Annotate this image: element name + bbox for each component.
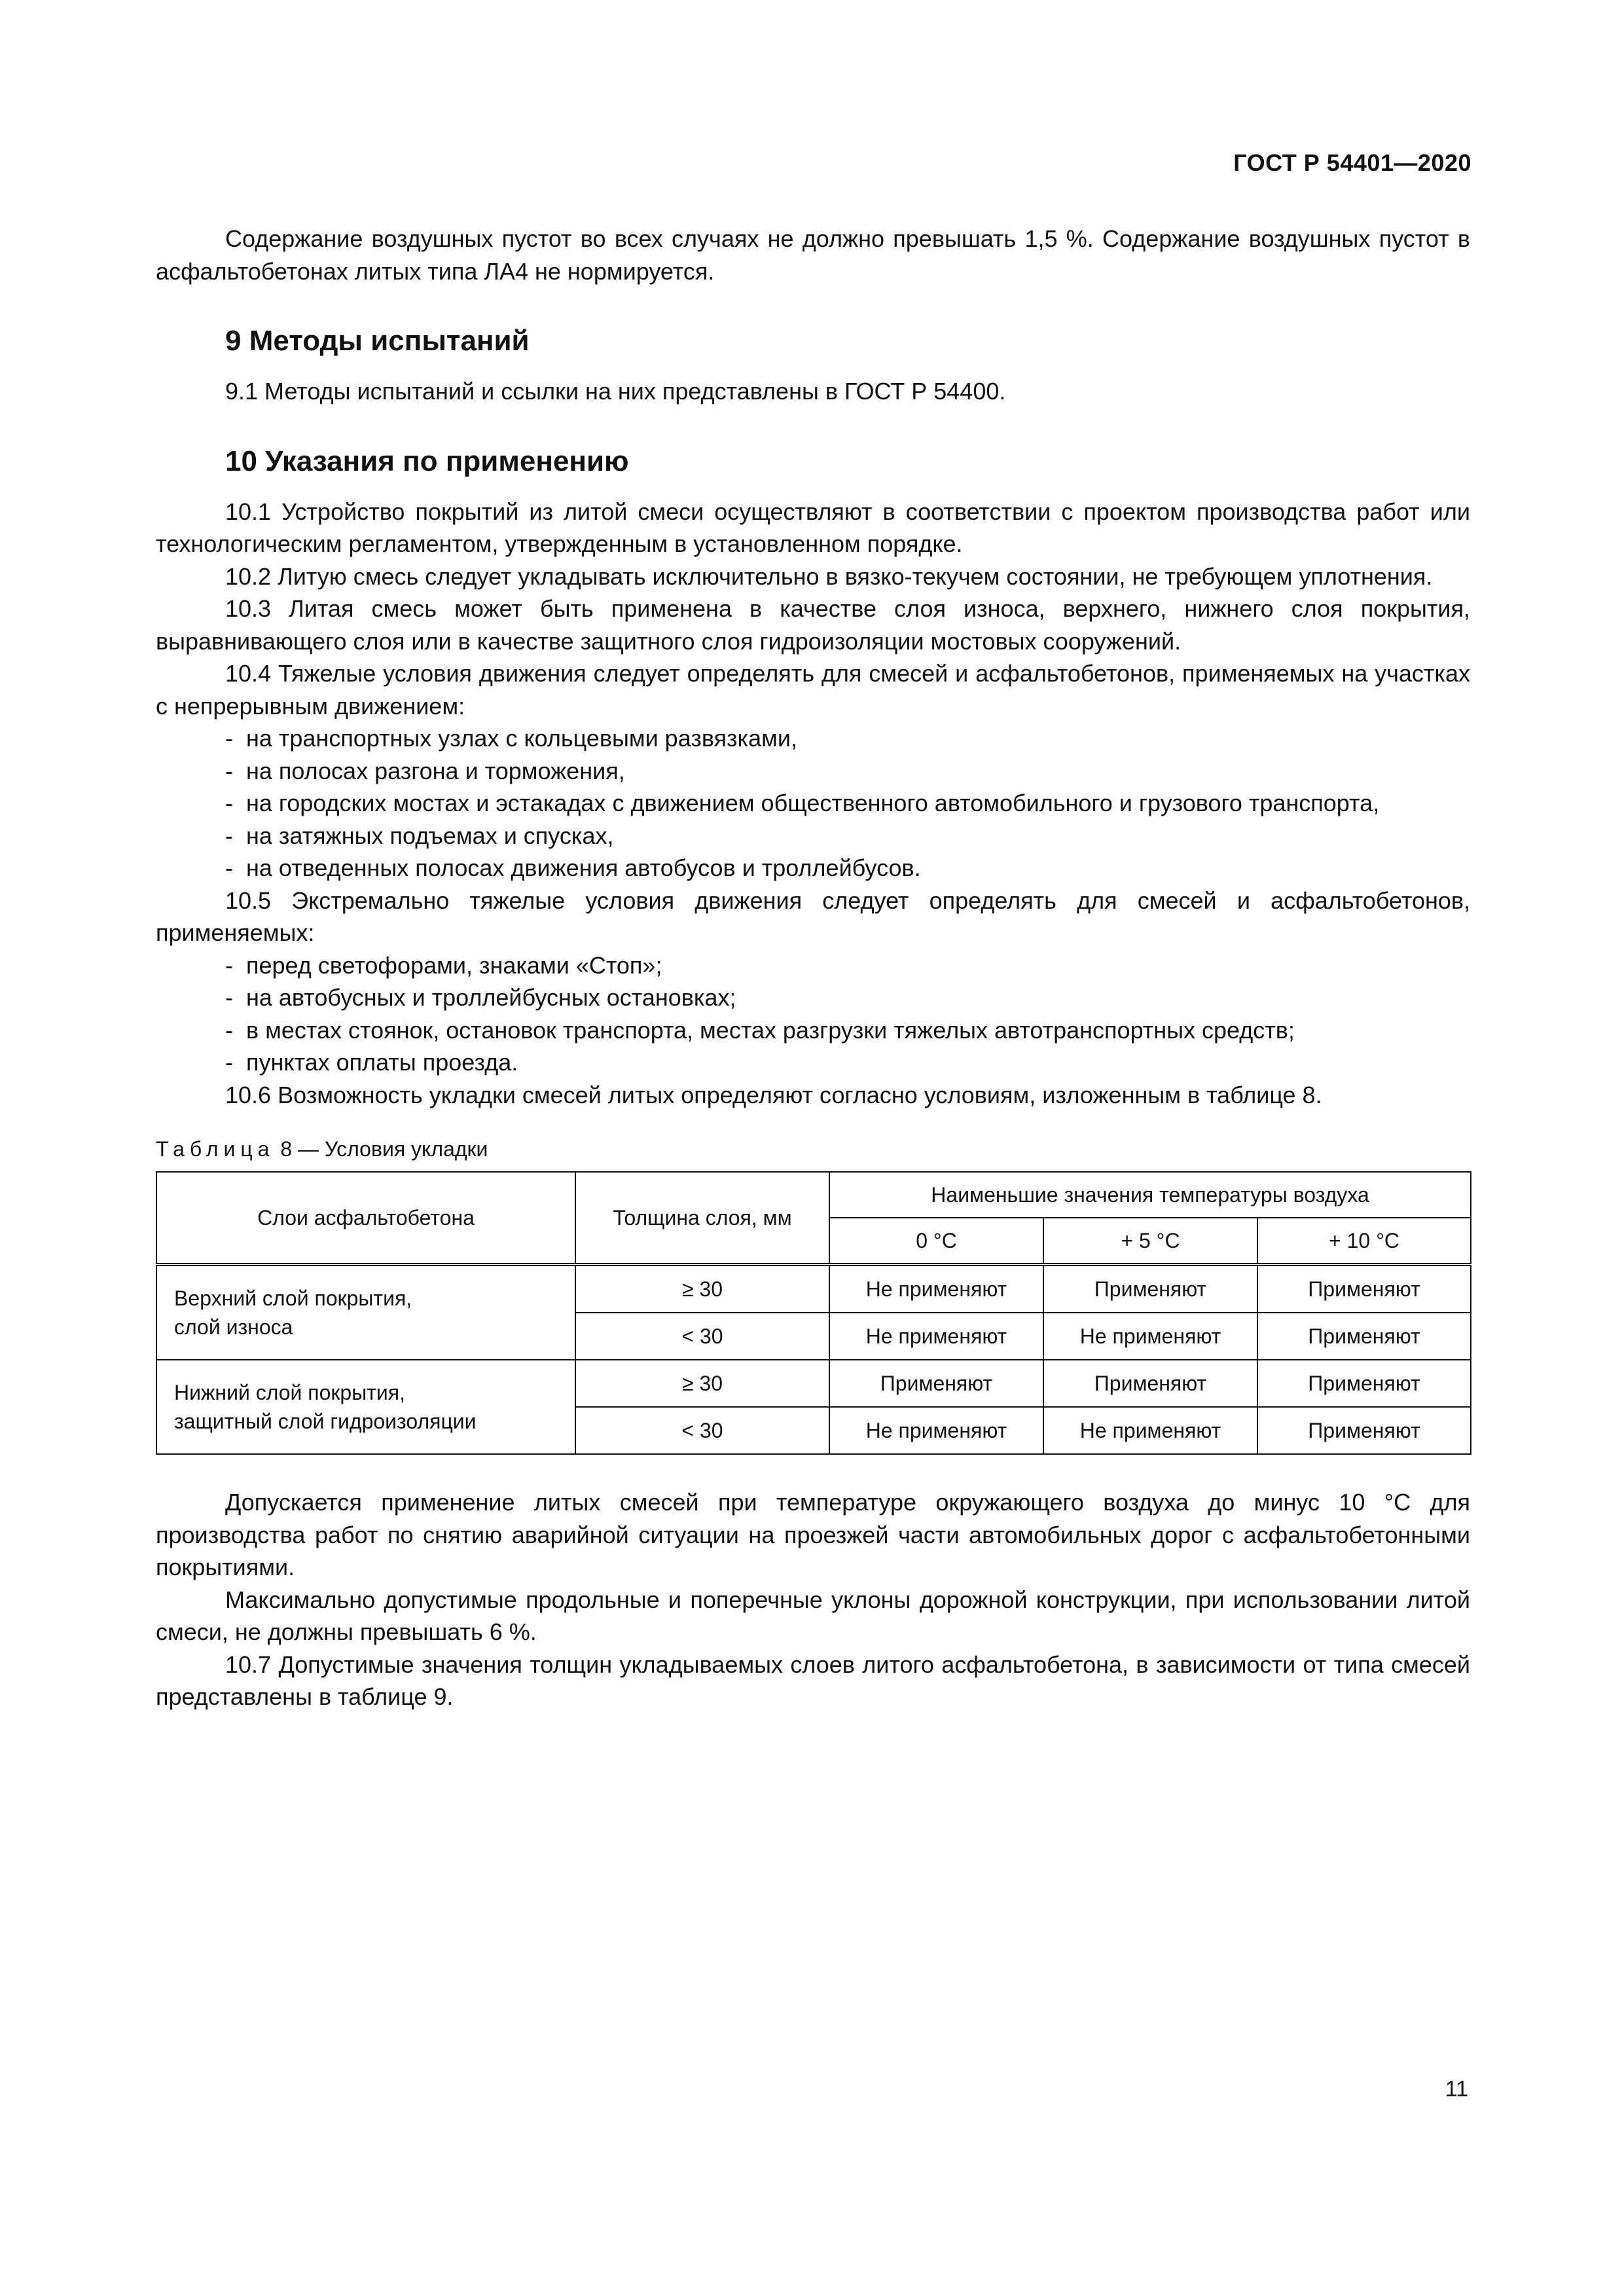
column-header-thickness: Толщина слоя, мм bbox=[575, 1172, 829, 1265]
value-cell: Не применяют bbox=[829, 1313, 1043, 1360]
column-header-temperature: Наименьшие значения температуры воздуха bbox=[829, 1172, 1471, 1218]
thickness-cell: ≥ 30 bbox=[575, 1265, 829, 1313]
list-item: - на затяжных подъемах и спусках, bbox=[225, 822, 614, 849]
value-cell: Применяют bbox=[1257, 1313, 1471, 1360]
list-item: - на городских мостах и эстакадах с движением общественного автомобильного и грузового транспорта, bbox=[225, 790, 1380, 816]
heavy-traffic-list bbox=[156, 722, 1470, 884]
value-cell: Применяют bbox=[1257, 1360, 1471, 1407]
paragraph-air-voids: Содержание воздушных пустот во всех случаях не должно превышать 1,5 %. Содержание воздушных пустот в асфальтобетонах литых типа ЛА4 не нормируется. bbox=[156, 225, 1470, 285]
column-header-temp-0: 0 °С bbox=[829, 1218, 1043, 1265]
paragraph-9-1: 9.1 Методы испытаний и ссылки на них представлены в ГОСТ Р 54400. bbox=[225, 378, 1006, 405]
value-cell: Применяют bbox=[829, 1360, 1043, 1407]
extreme-traffic-list bbox=[156, 949, 1470, 1079]
layer-cell: Нижний слой покрытия, защитный слой гидроизоляции bbox=[156, 1360, 575, 1454]
layer-cell: Верхний слой покрытия, слой износа bbox=[156, 1265, 575, 1360]
paragraph-10-4: 10.4 Тяжелые условия движения следует определять для смесей и асфальтобетонов, применяемых на участках с непрерывным движением: bbox=[156, 660, 1470, 720]
value-cell: Применяют bbox=[1257, 1407, 1471, 1454]
paragraph-10-6: 10.6 Возможность укладки смесей литых определяют согласно условиям, изложенным в таблице 8. bbox=[225, 1081, 1322, 1108]
value-cell: Применяют bbox=[1043, 1265, 1257, 1313]
section-10-title: 10 Указания по применению bbox=[225, 445, 629, 477]
value-cell: Применяют bbox=[1257, 1265, 1471, 1313]
column-header-layers: Слои асфальтобетона bbox=[156, 1172, 575, 1265]
value-cell: Не применяют bbox=[1043, 1313, 1257, 1360]
list-item: - в местах стоянок, остановок транспорта, местах разгрузки тяжелых автотранспортных средств; bbox=[225, 1016, 1295, 1044]
table-row bbox=[156, 1265, 1471, 1313]
list-item: - перед светофорами, знаками «Стоп»; bbox=[225, 951, 662, 979]
value-cell: Не применяют bbox=[1043, 1407, 1257, 1454]
value-cell: Не применяют bbox=[829, 1265, 1043, 1313]
list-item: - на полосах разгона и торможения, bbox=[225, 757, 625, 784]
list-item: - пунктах оплаты проезда. bbox=[225, 1049, 518, 1076]
column-header-temp-5: + 5 °С bbox=[1043, 1218, 1257, 1265]
thickness-cell: ≥ 30 bbox=[575, 1360, 829, 1407]
column-header-temp-10: + 10 °С bbox=[1257, 1218, 1471, 1265]
list-item: - на автобусных и троллейбусных остановках; bbox=[225, 984, 736, 1011]
list-item: - на транспортных узлах с кольцевыми развязками, bbox=[225, 725, 797, 752]
paragraph-10-3: 10.3 Литая смесь может быть применена в качестве слоя износа, верхнего, нижнего слоя покрытия, выравнивающего слоя или в качестве защитного слоя гидроизоляции мостовых сооружений. bbox=[156, 595, 1470, 655]
table-8-caption: Таблица 8 — Условия укладки bbox=[156, 1137, 488, 1161]
document-id-header: ГОСТ Р 54401—2020 bbox=[1233, 149, 1471, 176]
paragraph-10-2: 10.2 Литую смесь следует укладывать исключительно в вязко-текучем состоянии, не требующем уплотнения. bbox=[225, 562, 1433, 590]
page-content bbox=[156, 223, 1470, 1713]
thickness-cell: < 30 bbox=[575, 1407, 829, 1454]
paragraph-low-temperature: Допускается применение литых смесей при температуре окружающего воздуха до минус 10 °С для производства работ по снятию аварийной ситуации на проезжей части автомобильных дорог с асфальтобетонными покрытиями. bbox=[156, 1489, 1470, 1580]
paragraph-10-1: 10.1 Устройство покрытий из литой смеси осуществляют в соответствии с проектом производства работ или технологическим регламентом, утвержденным в установленном порядке. bbox=[156, 498, 1470, 557]
list-item: - на отведенных полосах движения автобусов и троллейбусов. bbox=[225, 854, 921, 881]
section-9-title: 9 Методы испытаний bbox=[225, 325, 530, 357]
table-8-laying-conditions bbox=[156, 1171, 1471, 1455]
paragraph-10-7: 10.7 Допустимые значения толщин укладываемых слоев литого асфальтобетона, в зависимости от типа смесей представлены в таблице 9. bbox=[156, 1650, 1470, 1710]
paragraph-slopes: Максимально допустимые продольные и поперечные уклоны дорожной конструкции, при использовании литой смеси, не должны превышать 6 %. bbox=[156, 1586, 1470, 1645]
page-number: 11 bbox=[1445, 2077, 1468, 2102]
thickness-cell: < 30 bbox=[575, 1313, 829, 1360]
table-row bbox=[156, 1360, 1471, 1407]
value-cell: Не применяют bbox=[829, 1407, 1043, 1454]
paragraph-10-5: 10.5 Экстремально тяжелые условия движения следует определять для смесей и асфальтобетонов, применяемых: bbox=[156, 886, 1470, 946]
value-cell: Применяют bbox=[1043, 1360, 1257, 1407]
